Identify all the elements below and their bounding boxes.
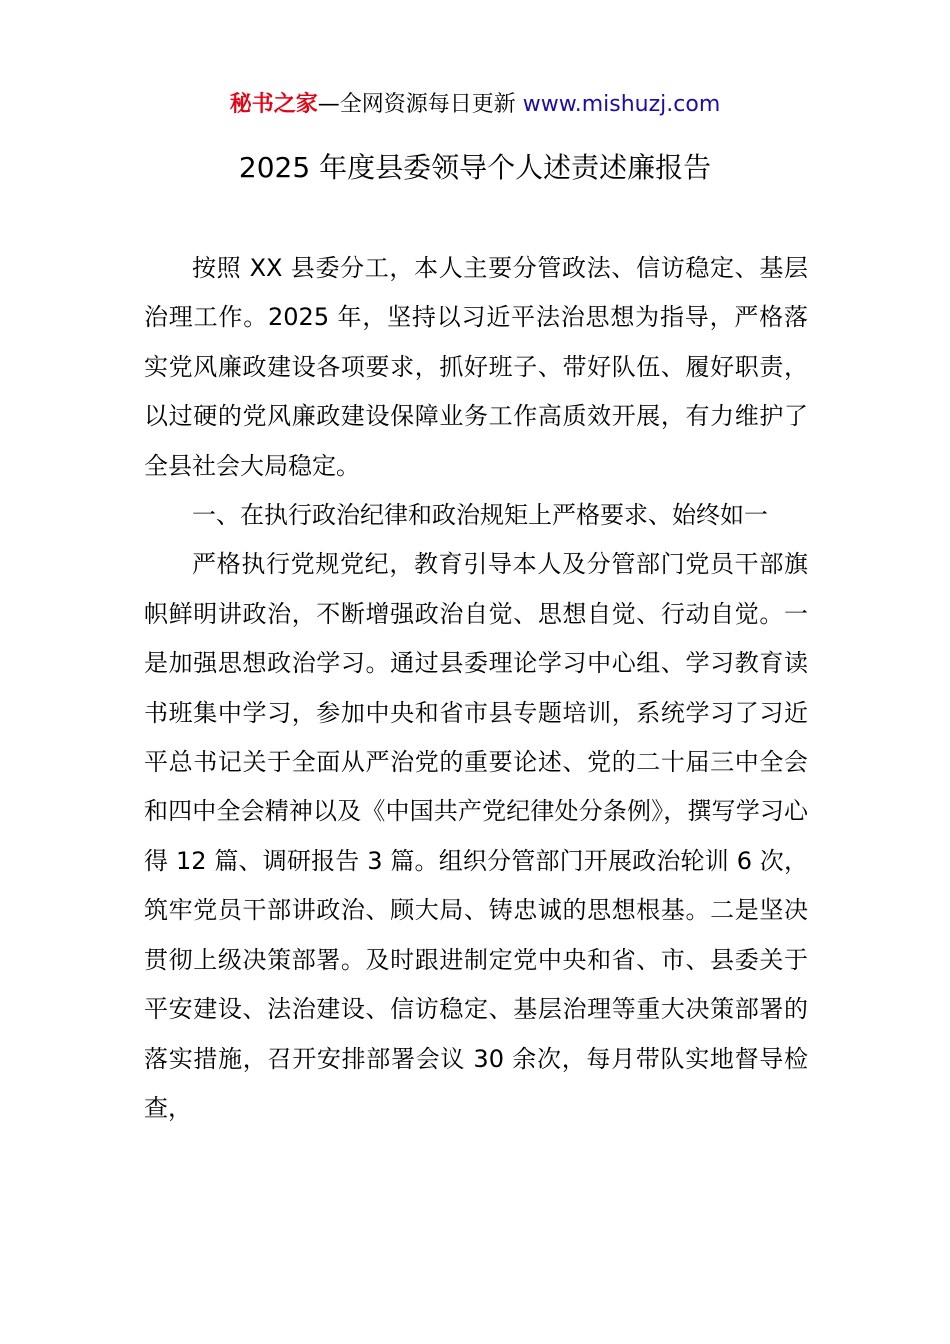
paragraph-section-1: 严格执行党规党纪，教育引导本人及分管部门党员干部旗帜鲜明讲政治，不断增强政治自觉、思想自觉、行动自觉。一是加强思想政治学习。通过县委理论学习中心组、学习教育读书班集中学习，参加中央和省市县专题培训，系统学习了习近平总书记关于全面从严治党的重要论述、党的二十届三中全会和四中全会精神以及《中国共产党纪律处分条例》，撰写学习心得 12 篇、调研报告 3 篇。组织分管部门开展政治轮训 6 次，筑牢党员干部讲政治、顾大局、铸忠诚的思想根基。二是坚决贯彻上级决策部署。及时跟进制定党中央和省、市、县委关于平安建设、法治建设、信访稳定、基层治理等重大决策部署的落实措施，召开安排部署会议 30 余次，每月带队实地督导检查，: [144, 550, 808, 1122]
document-title: 2025 年度县委领导个人述责述廉报告: [238, 151, 712, 184]
paragraph-intro: 按照 XX 县委分工，本人主要分管政法、信访稳定、基层治理工作。2025 年，坚持以习近平法治思想为指导，严格落实党风廉政建设各项要求，抓好班子、带好队伍、履好职责，以过硬的党风廉政建设保障业务工作高质效开展，有力维护了全县社会大局稳定。: [144, 254, 808, 480]
document-body: [144, 244, 808, 1133]
site-header: [0, 88, 950, 122]
site-url-link[interactable]: www.mishuzj.com: [522, 92, 721, 117]
site-tagline: —全网资源每日更新: [317, 92, 523, 117]
section-heading-1: 一、在执行政治纪律和政治规矩上严格要求、始终如一: [192, 501, 768, 530]
site-brand: 秘书之家: [229, 92, 318, 117]
